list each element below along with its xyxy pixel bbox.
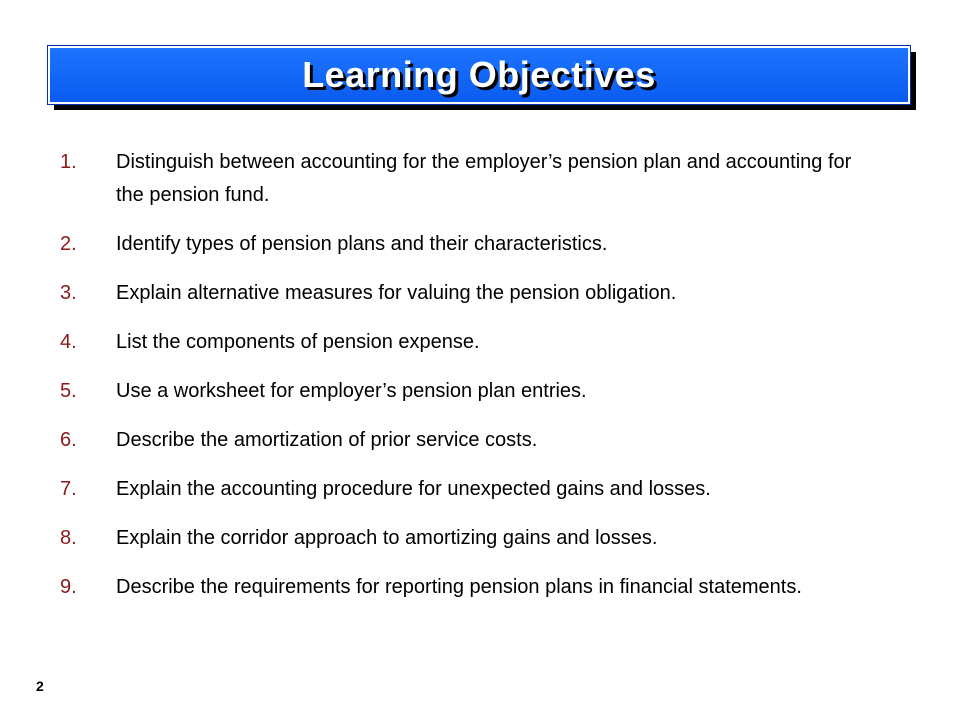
objective-item <box>60 571 860 604</box>
objective-text: List the components of pension expense. <box>116 331 480 353</box>
objective-number: 3. <box>60 282 77 304</box>
objective-item <box>60 277 860 310</box>
objective-text: Explain the corridor approach to amortizing gains and losses. <box>116 527 658 549</box>
objective-text: Describe the amortization of prior service costs. <box>116 429 538 451</box>
objective-item <box>60 522 860 555</box>
objective-text: Distinguish between accounting for the employer’s pension plan and accounting for the pension fund. <box>116 151 852 206</box>
title-bar <box>48 46 910 104</box>
objective-number: 1. <box>60 151 77 173</box>
objective-text: Identify types of pension plans and their characteristics. <box>116 233 608 255</box>
title-banner <box>48 46 914 108</box>
objective-item <box>60 424 860 457</box>
objective-item <box>60 473 860 506</box>
objective-item <box>60 228 860 261</box>
objective-item <box>60 375 860 408</box>
objective-text: Explain the accounting procedure for unexpected gains and losses. <box>116 478 711 500</box>
objective-number: 9. <box>60 576 77 598</box>
objective-text: Explain alternative measures for valuing the pension obligation. <box>116 282 677 304</box>
objective-number: 6. <box>60 429 77 451</box>
objective-number: 2. <box>60 233 77 255</box>
objective-text: Describe the requirements for reporting pension plans in financial statements. <box>116 576 802 598</box>
objective-number: 4. <box>60 331 77 353</box>
objective-text: Use a worksheet for employer’s pension plan entries. <box>116 380 587 402</box>
page-number: 2 <box>36 678 44 694</box>
objectives-list <box>60 146 860 620</box>
slide-title: Learning Objectives <box>302 54 656 95</box>
objective-number: 7. <box>60 478 77 500</box>
objective-number: 5. <box>60 380 77 402</box>
objective-item <box>60 146 860 212</box>
objective-number: 8. <box>60 527 77 549</box>
objective-item <box>60 326 860 359</box>
